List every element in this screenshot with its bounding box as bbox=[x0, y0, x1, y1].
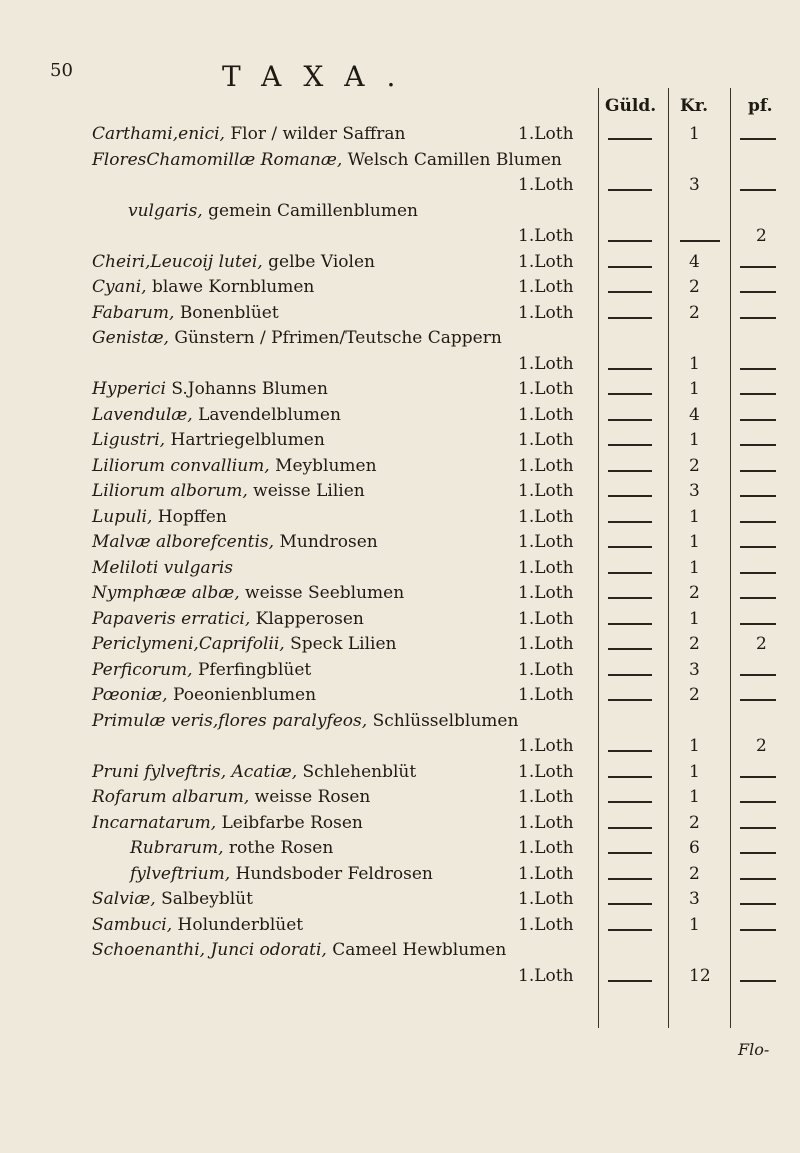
list-item bbox=[0, 658, 800, 684]
kreuzer-value: 1 bbox=[689, 532, 700, 552]
kreuzer-dash bbox=[680, 240, 720, 242]
latin-name: Ligustri, bbox=[92, 430, 166, 450]
german-name: Holunderblüet bbox=[177, 914, 304, 935]
quantity: 1.Loth bbox=[518, 302, 574, 323]
gulden-dash bbox=[608, 240, 652, 242]
pfennig-dash bbox=[740, 495, 776, 497]
entry-text bbox=[92, 379, 328, 399]
entry-text bbox=[92, 660, 311, 680]
latin-name: Cyani, bbox=[92, 277, 147, 297]
german-name: Mundrosen bbox=[279, 532, 378, 552]
pfennig-dash bbox=[740, 317, 776, 319]
gulden-dash bbox=[608, 521, 652, 523]
kreuzer-value: 12 bbox=[689, 965, 711, 986]
kreuzer-value: 2 bbox=[689, 812, 700, 833]
list-item bbox=[0, 122, 800, 148]
german-name: Schlehenblüt bbox=[302, 761, 417, 782]
list-item bbox=[0, 530, 800, 556]
quantity: 1.Loth bbox=[518, 761, 574, 782]
entry-text bbox=[92, 634, 397, 654]
kreuzer-value: 1 bbox=[689, 353, 700, 374]
list-item bbox=[0, 454, 800, 480]
german-name: S.Johanns Blumen bbox=[171, 379, 328, 399]
list-item bbox=[0, 836, 800, 862]
pfennig-value: 2 bbox=[756, 226, 767, 246]
german-name: Salbeyblüt bbox=[161, 889, 253, 909]
gulden-dash bbox=[608, 980, 652, 982]
kreuzer-value: 2 bbox=[689, 455, 700, 476]
entry-text bbox=[92, 532, 378, 552]
kreuzer-value: 2 bbox=[689, 634, 700, 654]
quantity: 1.Loth bbox=[518, 838, 574, 858]
quantity: 1.Loth bbox=[518, 557, 574, 578]
german-name: Klapperosen bbox=[255, 608, 364, 629]
entry-text bbox=[92, 609, 364, 629]
latin-name: Genistæ, bbox=[92, 328, 169, 348]
latin-name: Papaveris erratici, bbox=[92, 608, 251, 629]
pfennig-dash bbox=[740, 776, 776, 778]
quantity: 1.Loth bbox=[518, 863, 574, 884]
kreuzer-value: 3 bbox=[689, 481, 700, 501]
entry-text bbox=[92, 303, 279, 323]
list-item bbox=[0, 607, 800, 633]
entry-text bbox=[92, 889, 253, 909]
german-name: rothe Rosen bbox=[228, 838, 334, 858]
entry-text bbox=[92, 481, 365, 501]
list-item bbox=[0, 760, 800, 786]
entry-text bbox=[92, 430, 325, 450]
entry-text bbox=[92, 685, 316, 705]
catchword: Flo- bbox=[738, 1040, 770, 1059]
quantity: 1.Loth bbox=[518, 379, 574, 399]
gulden-dash bbox=[608, 623, 652, 625]
german-name: gemein Camillenblumen bbox=[208, 200, 419, 221]
kreuzer-value: 2 bbox=[689, 583, 700, 603]
list-item bbox=[0, 632, 800, 658]
column-header-kreuzer: Kr. bbox=[680, 96, 709, 116]
kreuzer-value: 4 bbox=[689, 251, 700, 272]
price-list bbox=[0, 122, 800, 989]
entry-text bbox=[92, 558, 233, 578]
gulden-dash bbox=[608, 189, 652, 191]
latin-name: Lupuli, bbox=[92, 506, 153, 527]
gulden-dash bbox=[608, 470, 652, 472]
gulden-dash bbox=[608, 317, 652, 319]
gulden-dash bbox=[608, 572, 652, 574]
list-item bbox=[0, 556, 800, 582]
pfennig-dash bbox=[740, 419, 776, 421]
gulden-dash bbox=[608, 291, 652, 293]
gulden-dash bbox=[608, 674, 652, 676]
entry-text bbox=[92, 405, 341, 425]
kreuzer-value: 4 bbox=[689, 404, 700, 425]
quantity: 1.Loth bbox=[518, 404, 574, 425]
list-item bbox=[0, 275, 800, 301]
pfennig-dash bbox=[740, 266, 776, 268]
quantity: 1.Loth bbox=[518, 685, 574, 705]
quantity: 1.Loth bbox=[518, 226, 574, 246]
entry-text bbox=[92, 328, 502, 348]
kreuzer-value: 2 bbox=[689, 863, 700, 884]
kreuzer-value: 1 bbox=[689, 557, 700, 578]
running-head: TAXA. bbox=[222, 60, 418, 93]
gulden-dash bbox=[608, 368, 652, 370]
list-item bbox=[0, 403, 800, 429]
quantity: 1.Loth bbox=[518, 787, 574, 807]
quantity: 1.Loth bbox=[518, 914, 574, 935]
gulden-dash bbox=[608, 750, 652, 752]
list-item bbox=[0, 301, 800, 327]
latin-name: vulgaris, bbox=[128, 200, 203, 221]
list-item bbox=[0, 377, 800, 403]
latin-name: Nymphææ albæ, bbox=[92, 583, 240, 603]
gulden-dash bbox=[608, 393, 652, 395]
list-item bbox=[0, 683, 800, 709]
latin-name: Incarnatarum, bbox=[92, 812, 217, 833]
german-name: gelbe Violen bbox=[268, 251, 375, 272]
entry-text bbox=[92, 124, 405, 144]
pfennig-dash bbox=[740, 546, 776, 548]
entry-text bbox=[92, 915, 303, 935]
kreuzer-value: 6 bbox=[689, 838, 700, 858]
pfennig-dash bbox=[740, 189, 776, 191]
kreuzer-value: 1 bbox=[689, 608, 700, 629]
latin-name: Primulæ veris,flores paralyfeos, bbox=[92, 710, 368, 731]
german-name: Leibfarbe Rosen bbox=[221, 812, 363, 833]
column-header-gulden: Güld. bbox=[605, 96, 657, 116]
gulden-dash bbox=[608, 699, 652, 701]
column-header-pfennig: pf. bbox=[748, 96, 773, 116]
kreuzer-value: 1 bbox=[689, 124, 700, 144]
entry-text bbox=[92, 787, 370, 807]
pfennig-dash bbox=[740, 674, 776, 676]
german-name: Welsch Camillen Blumen bbox=[347, 149, 562, 170]
list-item bbox=[0, 887, 800, 913]
quantity: 1.Loth bbox=[518, 455, 574, 476]
gulden-dash bbox=[608, 138, 652, 140]
entry-text bbox=[130, 838, 333, 858]
pfennig-dash bbox=[740, 368, 776, 370]
latin-name: Salviæ, bbox=[92, 889, 156, 909]
latin-name: Liliorum alborum, bbox=[92, 481, 248, 501]
german-name: Bonenblüet bbox=[179, 302, 279, 323]
entry-text bbox=[128, 201, 418, 221]
entry-text bbox=[92, 277, 314, 297]
gulden-dash bbox=[608, 546, 652, 548]
list-item bbox=[0, 734, 800, 760]
list-item bbox=[0, 326, 800, 352]
quantity: 1.Loth bbox=[518, 506, 574, 527]
quantity: 1.Loth bbox=[518, 481, 574, 501]
list-item bbox=[0, 148, 800, 174]
latin-name: Sambuci, bbox=[92, 914, 173, 935]
german-name: Speck Lilien bbox=[290, 634, 397, 654]
entry-text bbox=[92, 252, 375, 272]
gulden-dash bbox=[608, 827, 652, 829]
quantity: 1.Loth bbox=[518, 659, 574, 680]
page-header bbox=[0, 60, 800, 100]
quantity: 1.Loth bbox=[518, 353, 574, 374]
list-item bbox=[0, 250, 800, 276]
list-item bbox=[0, 173, 800, 199]
german-name: Hartriegelblumen bbox=[170, 430, 325, 450]
pfennig-value: 2 bbox=[756, 736, 767, 756]
gulden-dash bbox=[608, 929, 652, 931]
latin-name: Lavendulæ, bbox=[92, 404, 193, 425]
list-item bbox=[0, 479, 800, 505]
latin-name: Fabarum, bbox=[92, 302, 175, 323]
pfennig-dash bbox=[740, 980, 776, 982]
german-name: Günstern / Pfrimen/Teutsche Cappern bbox=[174, 328, 502, 348]
latin-name: Rubrarum, bbox=[130, 838, 224, 858]
list-item bbox=[0, 352, 800, 378]
quantity: 1.Loth bbox=[518, 812, 574, 833]
pfennig-dash bbox=[740, 572, 776, 574]
pfennig-dash bbox=[740, 852, 776, 854]
list-item bbox=[0, 709, 800, 735]
list-item bbox=[0, 199, 800, 225]
quantity: 1.Loth bbox=[518, 965, 574, 986]
german-name: weisse Rosen bbox=[254, 787, 371, 807]
latin-name: Pruni fylveftris, Acatiæ, bbox=[92, 761, 298, 782]
list-item bbox=[0, 224, 800, 250]
gulden-dash bbox=[608, 852, 652, 854]
german-name: Schlüsselblumen bbox=[372, 710, 519, 731]
german-name: Hundsboder Feldrosen bbox=[235, 863, 433, 884]
list-item bbox=[0, 964, 800, 990]
pfennig-dash bbox=[740, 393, 776, 395]
latin-name: fylveftrium, bbox=[130, 863, 231, 884]
kreuzer-value: 1 bbox=[689, 506, 700, 527]
latin-name: Pœoniæ, bbox=[92, 685, 168, 705]
list-item bbox=[0, 811, 800, 837]
pfennig-dash bbox=[740, 138, 776, 140]
gulden-dash bbox=[608, 648, 652, 650]
latin-name: Periclymeni,Caprifolii, bbox=[92, 634, 285, 654]
quantity: 1.Loth bbox=[518, 124, 574, 144]
pfennig-dash bbox=[740, 827, 776, 829]
pfennig-dash bbox=[740, 291, 776, 293]
german-name: Flor / wilder Saffran bbox=[230, 124, 406, 144]
gulden-dash bbox=[608, 801, 652, 803]
entry-text bbox=[92, 940, 506, 960]
pfennig-dash bbox=[740, 521, 776, 523]
gulden-dash bbox=[608, 495, 652, 497]
gulden-dash bbox=[608, 266, 652, 268]
kreuzer-value: 2 bbox=[689, 302, 700, 323]
list-item bbox=[0, 428, 800, 454]
pfennig-dash bbox=[740, 878, 776, 880]
german-name: Cameel Hewblumen bbox=[332, 940, 507, 960]
quantity: 1.Loth bbox=[518, 430, 574, 450]
list-item bbox=[0, 938, 800, 964]
quantity: 1.Loth bbox=[518, 251, 574, 272]
latin-name: Carthami,enici, bbox=[92, 124, 225, 144]
german-name: Pferfingblüet bbox=[197, 659, 312, 680]
pfennig-dash bbox=[740, 444, 776, 446]
german-name: weisse Lilien bbox=[253, 481, 365, 501]
pfennig-dash bbox=[740, 801, 776, 803]
kreuzer-value: 3 bbox=[689, 889, 700, 909]
german-name: Hopffen bbox=[157, 506, 227, 527]
latin-name: Liliorum convallium, bbox=[92, 455, 270, 476]
latin-name: Malvæ alborefcentis, bbox=[92, 532, 275, 552]
entry-text bbox=[92, 762, 416, 782]
pfennig-value: 2 bbox=[756, 634, 767, 654]
quantity: 1.Loth bbox=[518, 736, 574, 756]
kreuzer-value: 2 bbox=[689, 277, 700, 297]
latin-name: Schoenanthi, Junci odorati, bbox=[92, 940, 327, 960]
german-name: weisse Seeblumen bbox=[245, 583, 405, 603]
latin-name: Perficorum, bbox=[92, 659, 193, 680]
gulden-dash bbox=[608, 776, 652, 778]
pfennig-dash bbox=[740, 623, 776, 625]
pfennig-dash bbox=[740, 699, 776, 701]
list-item bbox=[0, 913, 800, 939]
quantity: 1.Loth bbox=[518, 583, 574, 603]
list-item bbox=[0, 785, 800, 811]
pfennig-dash bbox=[740, 470, 776, 472]
gulden-dash bbox=[608, 597, 652, 599]
kreuzer-value: 3 bbox=[689, 175, 700, 195]
latin-name: Meliloti vulgaris bbox=[92, 557, 233, 578]
entry-text bbox=[92, 583, 404, 603]
quantity: 1.Loth bbox=[518, 889, 574, 909]
entry-text bbox=[130, 864, 433, 884]
list-item bbox=[0, 581, 800, 607]
latin-name: Hyperici bbox=[92, 379, 166, 399]
gulden-dash bbox=[608, 419, 652, 421]
gulden-dash bbox=[608, 878, 652, 880]
page-number: 50 bbox=[50, 60, 73, 81]
pfennig-dash bbox=[740, 597, 776, 599]
entry-text bbox=[92, 150, 562, 170]
kreuzer-value: 3 bbox=[689, 659, 700, 680]
pfennig-dash bbox=[740, 903, 776, 905]
entry-text bbox=[92, 813, 363, 833]
kreuzer-value: 1 bbox=[689, 379, 700, 399]
quantity: 1.Loth bbox=[518, 277, 574, 297]
quantity: 1.Loth bbox=[518, 532, 574, 552]
kreuzer-value: 1 bbox=[689, 430, 700, 450]
quantity: 1.Loth bbox=[518, 634, 574, 654]
quantity: 1.Loth bbox=[518, 608, 574, 629]
kreuzer-value: 1 bbox=[689, 761, 700, 782]
latin-name: Cheiri,Leucoij lutei, bbox=[92, 251, 263, 272]
kreuzer-value: 1 bbox=[689, 787, 700, 807]
list-item bbox=[0, 862, 800, 888]
gulden-dash bbox=[608, 903, 652, 905]
list-item bbox=[0, 505, 800, 531]
entry-text bbox=[92, 507, 227, 527]
german-name: Meyblumen bbox=[275, 455, 377, 476]
kreuzer-value: 1 bbox=[689, 736, 700, 756]
entry-text bbox=[92, 456, 377, 476]
latin-name: Rofarum albarum, bbox=[92, 787, 250, 807]
entry-text bbox=[92, 711, 518, 731]
latin-name: FloresChamomillæ Romanæ, bbox=[92, 149, 343, 170]
kreuzer-value: 2 bbox=[689, 685, 700, 705]
german-name: Poeonienblumen bbox=[172, 685, 317, 705]
pfennig-dash bbox=[740, 929, 776, 931]
german-name: Lavendelblumen bbox=[198, 404, 341, 425]
quantity: 1.Loth bbox=[518, 175, 574, 195]
gulden-dash bbox=[608, 444, 652, 446]
german-name: blawe Kornblumen bbox=[151, 277, 315, 297]
kreuzer-value: 1 bbox=[689, 914, 700, 935]
